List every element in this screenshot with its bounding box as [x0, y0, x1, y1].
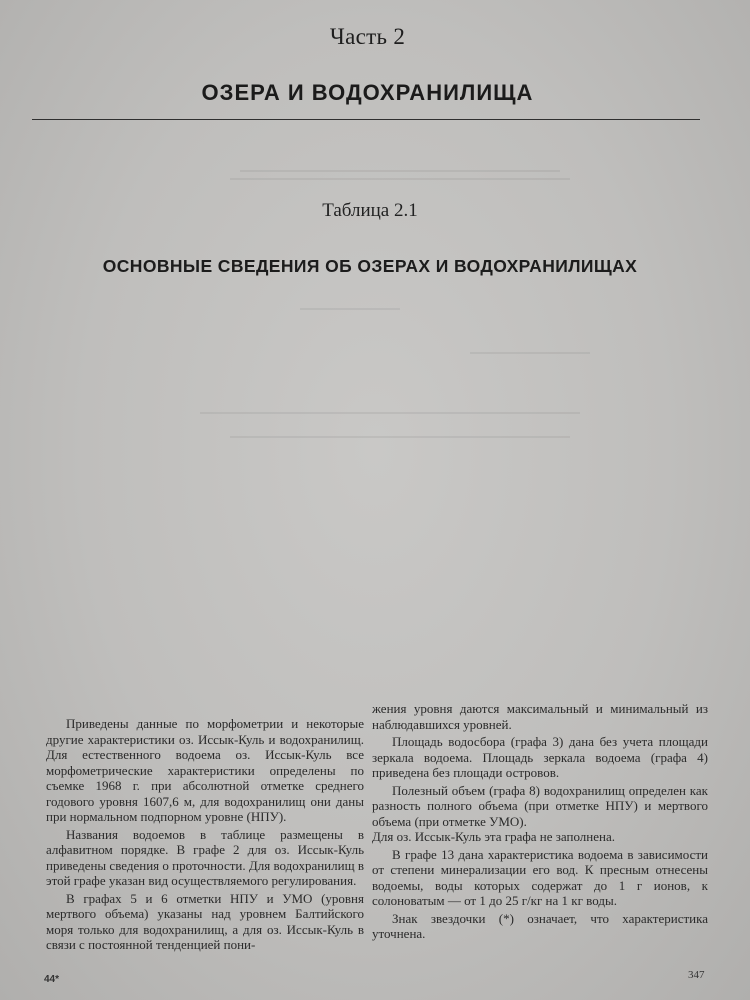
paragraph: Названия водоемов в таблице размещены в алфавитном порядке. В графе 2 для оз. Иссык-Куль приведены сведения о проточности. Для водохранилищ в этой графе указан вид осуществляемого регулирования.	[46, 826, 364, 888]
table-label: Таблица 2.1	[322, 200, 418, 221]
bleed-through-mark	[230, 436, 570, 438]
text-column-left	[46, 716, 364, 955]
page-number: 347	[688, 969, 705, 981]
bleed-through-mark	[300, 308, 400, 310]
bleed-through-mark	[200, 412, 580, 414]
signature-mark: 44*	[44, 974, 60, 985]
table-title: ОСНОВНЫЕ СВЕДЕНИЯ ОБ ОЗЕРАХ И ВОДОХРАНИЛИЩАХ	[102, 256, 638, 276]
paragraph: В графе 13 дана характеристика водоема в зависимости от степени минерализации его вод. К пресным отнесены водоемы, воды которых содержат до 1 г ионов, к солоноватым — от 1 до 25 г/кг на 1 кг воды.	[372, 846, 708, 908]
section-title: ОЗЕРА И ВОДОХРАНИЛИЩА	[201, 80, 534, 105]
paragraph: Площадь водосбора (графа 3) дана без учета площади зеркала водоема. Площадь зеркала водоема (графа 4) приведена без площади островов.	[372, 734, 708, 780]
paragraph: В графах 5 и 6 отметки НПУ и УМО (уровня мертвого объема) указаны над уровнем Балтийского моря только для водохранилищ, а для оз. Иссык-Куль в связи с постоянной тенденцией пони-	[46, 890, 364, 952]
paragraph: Знак звездочки (*) означает, что характеристика уточнена.	[372, 910, 708, 941]
part-title: Часть 2	[329, 24, 406, 49]
bleed-through-mark	[240, 170, 560, 172]
paragraph: Для оз. Иссык-Куль эта графа не заполнена.	[372, 829, 615, 844]
text-column-right	[372, 701, 708, 944]
paragraph: жения уровня даются максимальный и минимальный из наблюдавшихся уровней.	[372, 701, 708, 732]
bleed-through-mark	[230, 178, 570, 180]
paragraph: Приведены данные по морфометрии и некоторые другие характеристики оз. Иссык-Куль и водохранилищ. Для естественного водоема оз. Иссык-Куль все морфометрические характеристики определены по съемке 1968 г. при абсолютной отметке среднего годового уровня 1607,6 м, для водохранилищ они даны при нормальном подпорном уровне (НПУ).	[46, 716, 364, 824]
bleed-through-mark	[470, 352, 590, 354]
paragraph: Полезный объем (графа 8) водохранилищ определен как разность полного объема (при отметке НПУ) и мертвого объема (при отметке УМО).	[372, 782, 708, 829]
title-rule	[32, 119, 700, 120]
